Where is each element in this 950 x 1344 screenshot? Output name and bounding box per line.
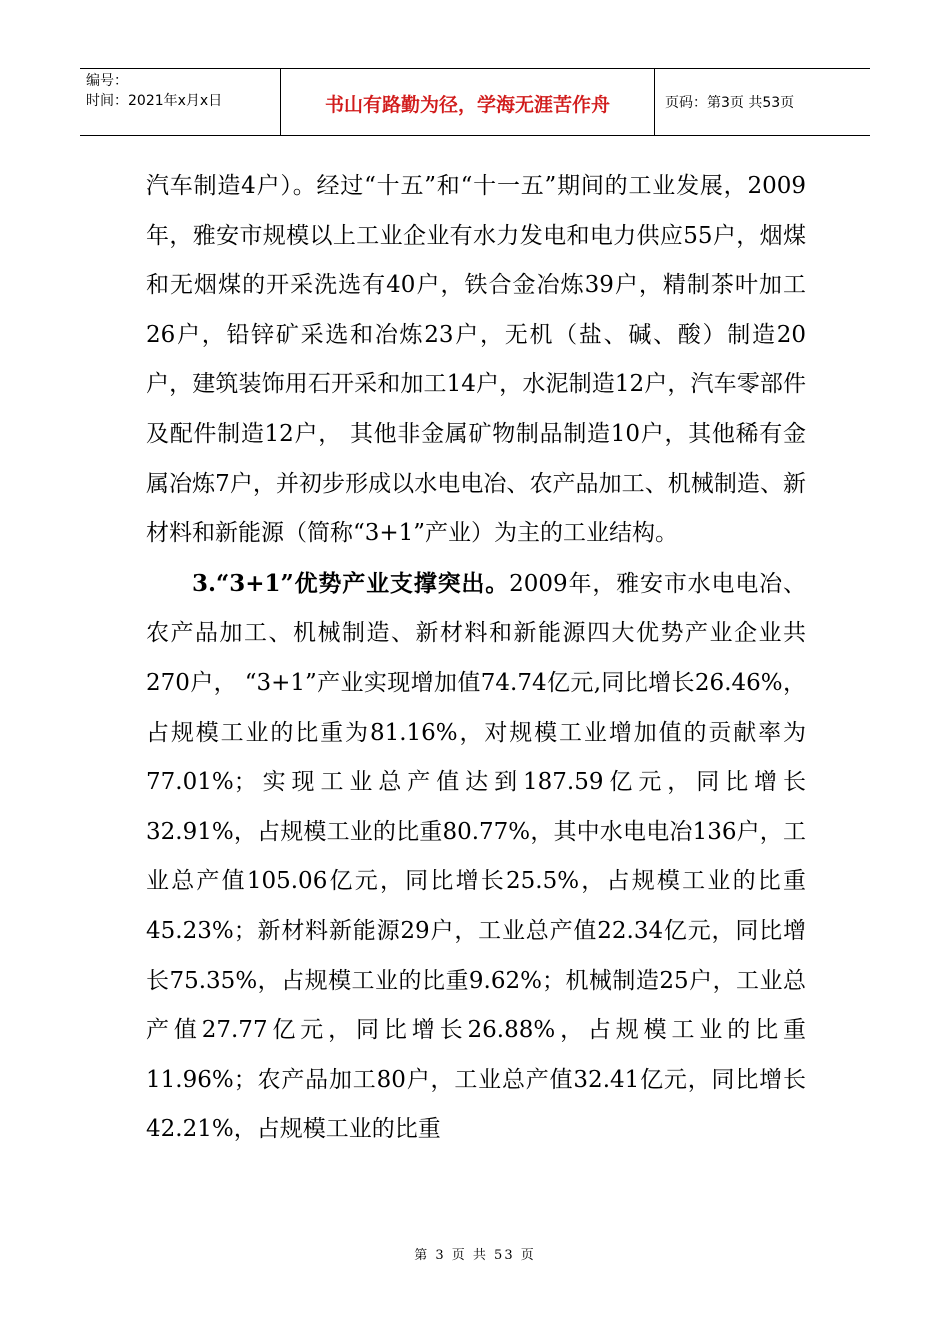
header-page-number: 页码：第3页 共53页	[665, 95, 795, 111]
paragraph-industry-structure: 汽车制造4户）。经过“十五”和“十一五”期间的工业发展，2009年，雅安市规模以上工业企业有水力发电和电力供应55户，烟煤和无烟煤的开采洗选有40户，铁合金冶炼39户，精制茶叶加工26户，铅锌矿采选和冶炼23户，无机（盐、碱、酸）制造20户，建筑装饰用石开采和加工14户，水泥制造12户，汽车零部件及配件制造12户， 其他非金属矿物制品制造10户，其他稀有金属冶炼7户，并初步形成以水电电冶、农产品加工、机械制造、新材料和新能源（简称“3+1”产业）为主的工业结构。	[146, 173, 806, 547]
paragraph-advantage-text: 2009年，雅安市水电电冶、农产品加工、机械制造、新材料和新能源四大优势产业企业共270户， “3+1”产业实现增加值74.74亿元,同比增长26.46%，占规模工业的比重为81.16%，对规模工业增加值的贡献率为77.01%；实现工业总产值达到187.59亿元，同比增长32.91%，占规模工业的比重80.77%，其中水电电冶136户，工业总产值105.06亿元，同比增长25.5%，占规模工业的比重45.23%；新材料新能源29户，工业总产值22.34亿元，同比增长75.35%，占规模工业的比重9.62%；机械制造25户，工业总产值27.77亿元，同比增长26.88%，占规模工业的比重11.96%；农产品加工80户，工业总产值32.41亿元，同比增长42.21%，占规模工业的比重	[146, 570, 806, 1143]
header-meta	[80, 69, 281, 135]
document-date-label: 时间：2021年x月x日	[86, 93, 223, 109]
paragraph-advantage-industries	[146, 559, 806, 1155]
document-number-label: 编号：	[86, 73, 128, 89]
header-motto: 书山有路勤为径，学海无涯苦作舟	[281, 69, 655, 135]
document-body	[146, 162, 806, 1155]
page-header	[80, 68, 870, 136]
section-heading: 3.“3+1”优势产业支撑突出。	[192, 569, 510, 597]
page-footer: 第 3 页 共 53 页	[414, 1248, 536, 1263]
